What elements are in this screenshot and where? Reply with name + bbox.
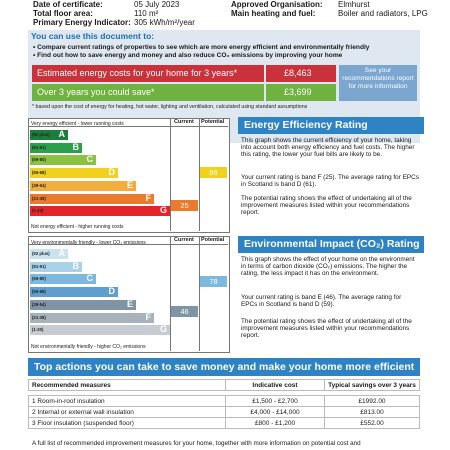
efficiency-band-letter: E (126, 179, 133, 190)
impact-desc: This graph shows the effect of your home on the environment in terms of carbon dioxide (CO₂) emissions. The higher the rating, the less impact it has on the environment. (241, 256, 415, 278)
measure-name: 2 Internal or external wall insulation (29, 407, 226, 418)
impact-band-letter: D (108, 286, 115, 297)
impact-band-letter: B (72, 260, 79, 271)
efficiency-divider-1 (170, 118, 171, 231)
impact-band-range: (81-91) (32, 263, 46, 269)
efficiency-section-title: Energy Efficiency Rating (238, 117, 424, 134)
impact-bottom-caption: Not environmentally friendly - higher CO₂ emissions (31, 344, 146, 350)
energy-cost-value: £8,463 (284, 68, 312, 78)
impact-band-c (30, 274, 96, 284)
impact-band-e (30, 300, 136, 310)
date-value: 05 July 2023 (134, 0, 180, 9)
efficiency-desc: This graph shows the current efficiency of your home, taking into account both energy efficiency and fuel costs. The higher this rating, the lower your fuel bills are likely to be. (241, 137, 415, 159)
impact-band-letter: G (159, 324, 167, 335)
pei-value: 305 kWh/m²/year (134, 18, 195, 27)
org-value: Elmhurst (338, 0, 370, 9)
top-actions-title: Top actions you can take to save money and make your home more efficient (28, 358, 420, 376)
efficiency-band-range: (81-91) (32, 144, 46, 150)
impact-band-letter: A (58, 248, 65, 258)
bullet-save: • Find out how to save energy and money and also reduce CO₂ emissions by improving your home (33, 52, 343, 59)
savings-value-box (266, 84, 336, 101)
efficiency-band-f (30, 194, 154, 204)
efficiency-band-range: (1-20) (32, 208, 44, 214)
bullet-save-text: Find out how to save energy and money and also reduce CO₂ emissions by improving your home (37, 52, 343, 59)
efficiency-band-letter: G (159, 205, 167, 216)
impact-band-range: (55-68) (32, 289, 46, 295)
table-row (29, 407, 420, 418)
impact-band-range: (69-80) (32, 276, 46, 282)
impact-band-f (30, 313, 154, 323)
impact-col-current: Current (174, 237, 194, 243)
impact-current-value: 46 (180, 307, 189, 316)
area-value: 110 m² (134, 9, 159, 18)
efficiency-current-rating: Your current rating is band F (25). The average rating for EPCs in Scotland is band D (61). (241, 174, 419, 189)
efficiency-band-range: (69-80) (32, 157, 46, 163)
impact-band-range: (39-54) (32, 301, 46, 307)
measure-name: 3 Floor insulation (suspended floor) (29, 418, 226, 429)
energy-cost-row (32, 65, 264, 82)
efficiency-band-letter: C (86, 154, 93, 165)
impact-current-pointer (171, 306, 198, 317)
efficiency-col-current: Current (174, 119, 194, 125)
impact-band-a (30, 249, 68, 259)
top-actions-footer: A full list of recommended improvement measures for your home, together with more information on potential cost and (32, 440, 361, 447)
measure-cost: £800 - £1,200 (226, 418, 325, 429)
recommendations-link[interactable]: See your recommendations report for more information (339, 65, 417, 101)
efficiency-band-b (30, 143, 82, 153)
efficiency-band-range: (92 plus) (32, 132, 50, 137)
impact-potential-value: 78 (209, 277, 218, 286)
efficiency-band-letter: A (58, 129, 65, 139)
impact-potential-pointer (200, 276, 227, 287)
efficiency-potential-desc: The potential rating shows the effect of undertaking all of the improvement measures listed within your recommendations report. (241, 195, 412, 217)
org-label: Approved Organisation: (231, 0, 323, 9)
efficiency-potential-pointer (200, 167, 227, 178)
efficiency-band-d (30, 168, 118, 178)
table-row (29, 396, 420, 407)
efficiency-band-letter: F (145, 192, 151, 203)
measure-name: 1 Room-in-roof insulation (29, 396, 226, 407)
bullet-compare: • Compare current ratings of properties to see which are more energy efficient and environmentally friendly (33, 44, 370, 51)
impact-band-b (30, 262, 82, 272)
measure-cost: £1,500 - £2,700 (226, 396, 325, 407)
impact-col-potential: Potential (201, 237, 225, 243)
impact-potential-desc: The potential rating shows the effect of undertaking all of the improvement measures listed within your recommendations report. (241, 318, 412, 340)
efficiency-band-range: (21-38) (32, 195, 46, 201)
efficiency-band-letter: B (72, 141, 79, 152)
impact-band-range: (92 plus) (32, 251, 50, 256)
measure-saving: £1992.00 (325, 396, 420, 407)
impact-band-range: (1-20) (32, 327, 44, 333)
energy-cost-label: Estimated energy costs for your home for 3 years* (37, 68, 238, 78)
use-document-title: You can use this document to: (31, 31, 155, 41)
measures-header-row (29, 380, 420, 391)
impact-band-letter: C (86, 273, 93, 284)
energy-cost-value-box (266, 65, 336, 82)
savings-label: Over 3 years you could save* (37, 87, 155, 97)
measures-col-cost: Indicative cost (226, 380, 325, 391)
savings-row (32, 84, 264, 101)
efficiency-current-value: 25 (180, 201, 189, 210)
impact-band-letter: E (126, 298, 133, 309)
efficiency-band-range: (39-54) (32, 182, 46, 188)
measures-col-saving: Typical savings over 3 years (325, 380, 420, 391)
bullet-compare-text: Compare current ratings of properties to see which are more energy efficient and environmentally friendly (37, 44, 370, 51)
pei-label: Primary Energy Indicator: (33, 18, 131, 27)
date-label: Date of certificate: (33, 0, 103, 9)
impact-top-caption: Very environmentally friendly - lower CO₂ emissions (31, 240, 146, 246)
measures-table (28, 379, 420, 429)
efficiency-col-potential: Potential (201, 119, 225, 125)
impact-band-range: (21-38) (32, 314, 46, 320)
efficiency-top-caption: Very energy efficient - lower running costs (31, 121, 124, 127)
impact-band-letter: F (145, 311, 151, 322)
efficiency-band-letter: D (108, 167, 115, 178)
table-row (29, 418, 420, 429)
impact-band-g (30, 325, 170, 335)
measures-col-measure: Recommended measures (29, 380, 226, 391)
efficiency-band-c (30, 155, 96, 165)
heating-value: Boiler and radiators, LPG (338, 9, 428, 18)
measure-cost: £4,000 - £14,000 (226, 407, 325, 418)
cost-footnote: * based upon the cost of energy for heating, hot water, lighting and ventilation, calculated using standard assumptions (32, 104, 308, 110)
efficiency-potential-value: 66 (209, 168, 218, 177)
heating-label: Main heating and fuel: (231, 9, 316, 18)
efficiency-bottom-caption: Not energy efficient - higher running costs (31, 224, 124, 230)
efficiency-band-g (30, 206, 170, 216)
efficiency-band-a (30, 130, 68, 140)
measure-saving: £813.00 (325, 407, 420, 418)
impact-section-title: Environmental Impact (CO₂) Rating (238, 236, 424, 253)
impact-divider-1 (170, 236, 171, 351)
impact-band-d (30, 287, 118, 297)
measure-saving: £552.00 (325, 418, 420, 429)
efficiency-current-pointer (171, 200, 198, 211)
area-label: Total floor area: (33, 9, 93, 18)
efficiency-band-range: (55-68) (32, 170, 46, 176)
savings-value: £3,699 (284, 87, 312, 97)
efficiency-band-e (30, 181, 136, 191)
impact-current-rating: Your current rating is band E (46). The average rating for EPCs in Scotland is band D (59). (241, 294, 402, 309)
impact-divider-2 (199, 236, 200, 351)
